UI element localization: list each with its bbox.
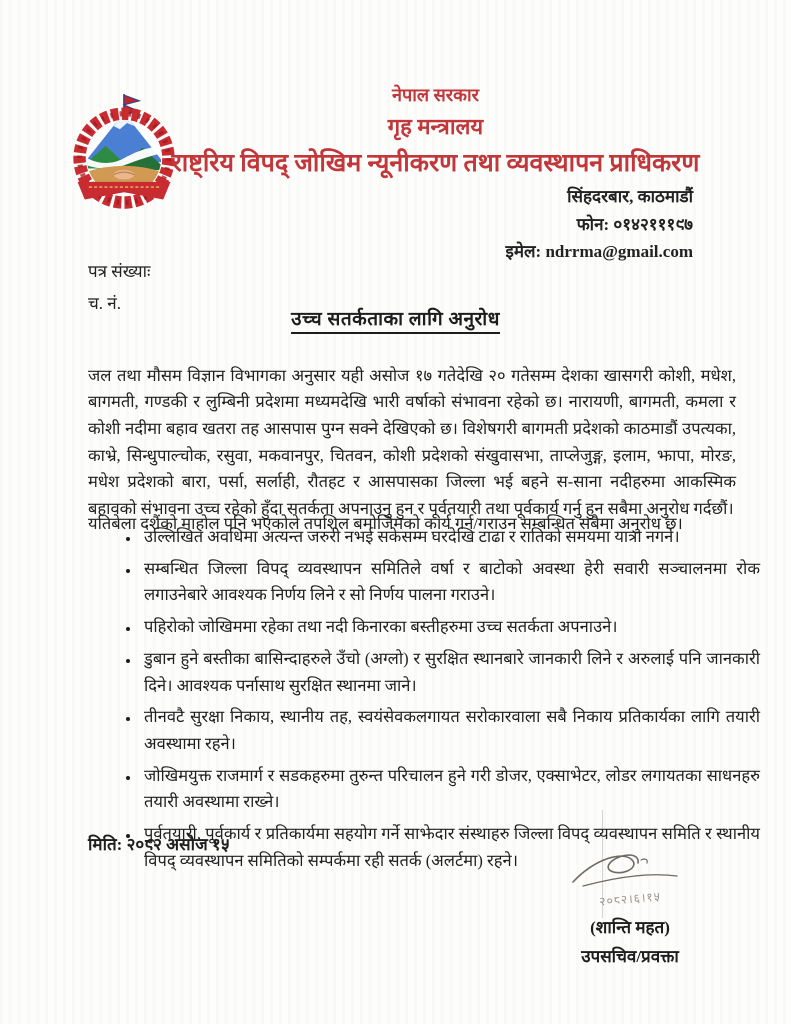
- body-paragraph-2: यतिबेला दशैंको माहोल पनि भएकोले तपशिल बमोजिमको कार्य गर्न/गराउन सम्बन्धित सबैमा अनुरोध छ।: [88, 513, 683, 533]
- body-paragraph-1: जल तथा मौसम विज्ञान विभागका अनुसार यही असोज १७ गतेदेखि २० गतेसम्म देशका खासगरी कोशी, मधेश, बागमती, गण्डकी र लुम्बिनी प्रदेशमा मध्यमदेखि भारी वर्षाको संभावना रहेको छ। नारायणी, बागमती, कमला र कोशी नदीमा बहाव खतरा तह आसपास पुग्न सक्ने देखिएको छ। विशेषगरी बागमती प्रदेशको काठमाडौं उपत्यका, काभ्रे, सिन्धुपाल्चोक, रसुवा, मकवानपुर, चितवन, कोशी प्रदेशको संखुवासभा, ताप्लेजुङ्ग, इलाम, झापा, मोरङ, मधेश प्रदेशको बारा, पर्सा, सर्लाही, रौतहट र आसपासका जिल्ला भई बहने स-साना नदीहरुमा आकस्मिक बहावको संभावना उच्च रहेको हुँदा सतर्कता अपनाउनु हुन र पूर्वतयारी तथा पूर्वकार्य गर्नु हुन सबैमा अनुरोध गर्दछौं।: [88, 365, 736, 519]
- directive-list: [116, 524, 760, 880]
- contact-block: [506, 183, 694, 266]
- letter-date: मिति: २०८२ असोज १५: [88, 835, 230, 854]
- signatory-designation: उपसचिव/प्रवक्ता: [581, 947, 679, 966]
- subject-text: उच्च सतर्कताका लागि अनुरोध: [291, 309, 500, 334]
- letter-number-label: पत्र संख्याः: [88, 262, 151, 281]
- signature-handwritten-date: २०८२।६।१५: [598, 889, 662, 909]
- list-item: • तीनवटै सुरक्षा निकाय, स्थानीय तह, स्वयंसेवकलगायत सरोकारवाला सबै निकाय प्रतिकार्यका लागि तयारी अवस्थामा रहने।: [140, 704, 760, 757]
- phone-line: फोन: ०१४२१११९७: [576, 214, 693, 234]
- government-name: नेपाल सरकार: [392, 85, 479, 105]
- signature-block: [525, 846, 735, 967]
- list-item: • पूर्वतयारी, पूर्वकार्य र प्रतिकार्यमा सहयोग गर्ने साझेदार संस्थाहरु जिल्ला विपद् व्यवस्थापन समिति र स्थानीय विपद् व्यवस्थापन समितिको सम्पर्कमा रही सतर्क (अलर्टमा) रहने।: [140, 821, 760, 874]
- email-line: [506, 238, 694, 266]
- ministry-name: गृह मन्त्रालय: [387, 113, 484, 139]
- subject-heading: [0, 305, 791, 331]
- letterhead: [120, 84, 751, 179]
- list-item: • उल्लिखित अवधिमा अत्यन्त जरुरी नभई सकेसम्म घरदेखि टाढा र रातिको समयमा यात्रा नगर्ने।: [140, 524, 760, 551]
- list-item: • सम्बन्धित जिल्ला विपद् व्यवस्थापन समितिले वर्षा र बाटोको अवस्था हेरी सवारी सञ्चालनमा रोक लगाउनेबारे आवश्यक निर्णय लिने र सो निर्णय पालना गराउने।: [140, 556, 760, 609]
- list-item: • डुबान हुने बस्तीका बासिन्दाहरुले उँचो (अग्लो) र सुरक्षित स्थानबारे जानकारी लिने र अरुलाई पनि जानकारी दिने। आवश्यक पर्नासाथ सुरक्षित स्थानमा जाने।: [140, 646, 760, 699]
- office-address: सिंहदरबार, काठमाडौं: [567, 187, 693, 206]
- email-address: ndrrma@gmail.com: [545, 242, 693, 262]
- chalani-number-label: च. नं.: [88, 294, 121, 314]
- signatory-name: (शान्ति महत): [590, 918, 670, 937]
- list-item: • पहिरोको जोखिममा रहेका तथा नदी किनारका बस्तीहरुमा उच्च सतर्कता अपनाउने।: [140, 614, 760, 641]
- list-item: • जोखिमयुक्त राजमार्ग र सडकहरुमा तुरुन्त परिचालन हुने गरी डोजर, एक्साभेटर, लोडर लगायतका साधनहरु तयारी अवस्थामा राख्ने।: [140, 763, 760, 816]
- authority-name: राष्ट्रिय विपद् जोखिम न्यूनीकरण तथा व्यवस्थापन प्राधिकरण: [171, 150, 700, 177]
- email-label: इमेल:: [505, 242, 542, 262]
